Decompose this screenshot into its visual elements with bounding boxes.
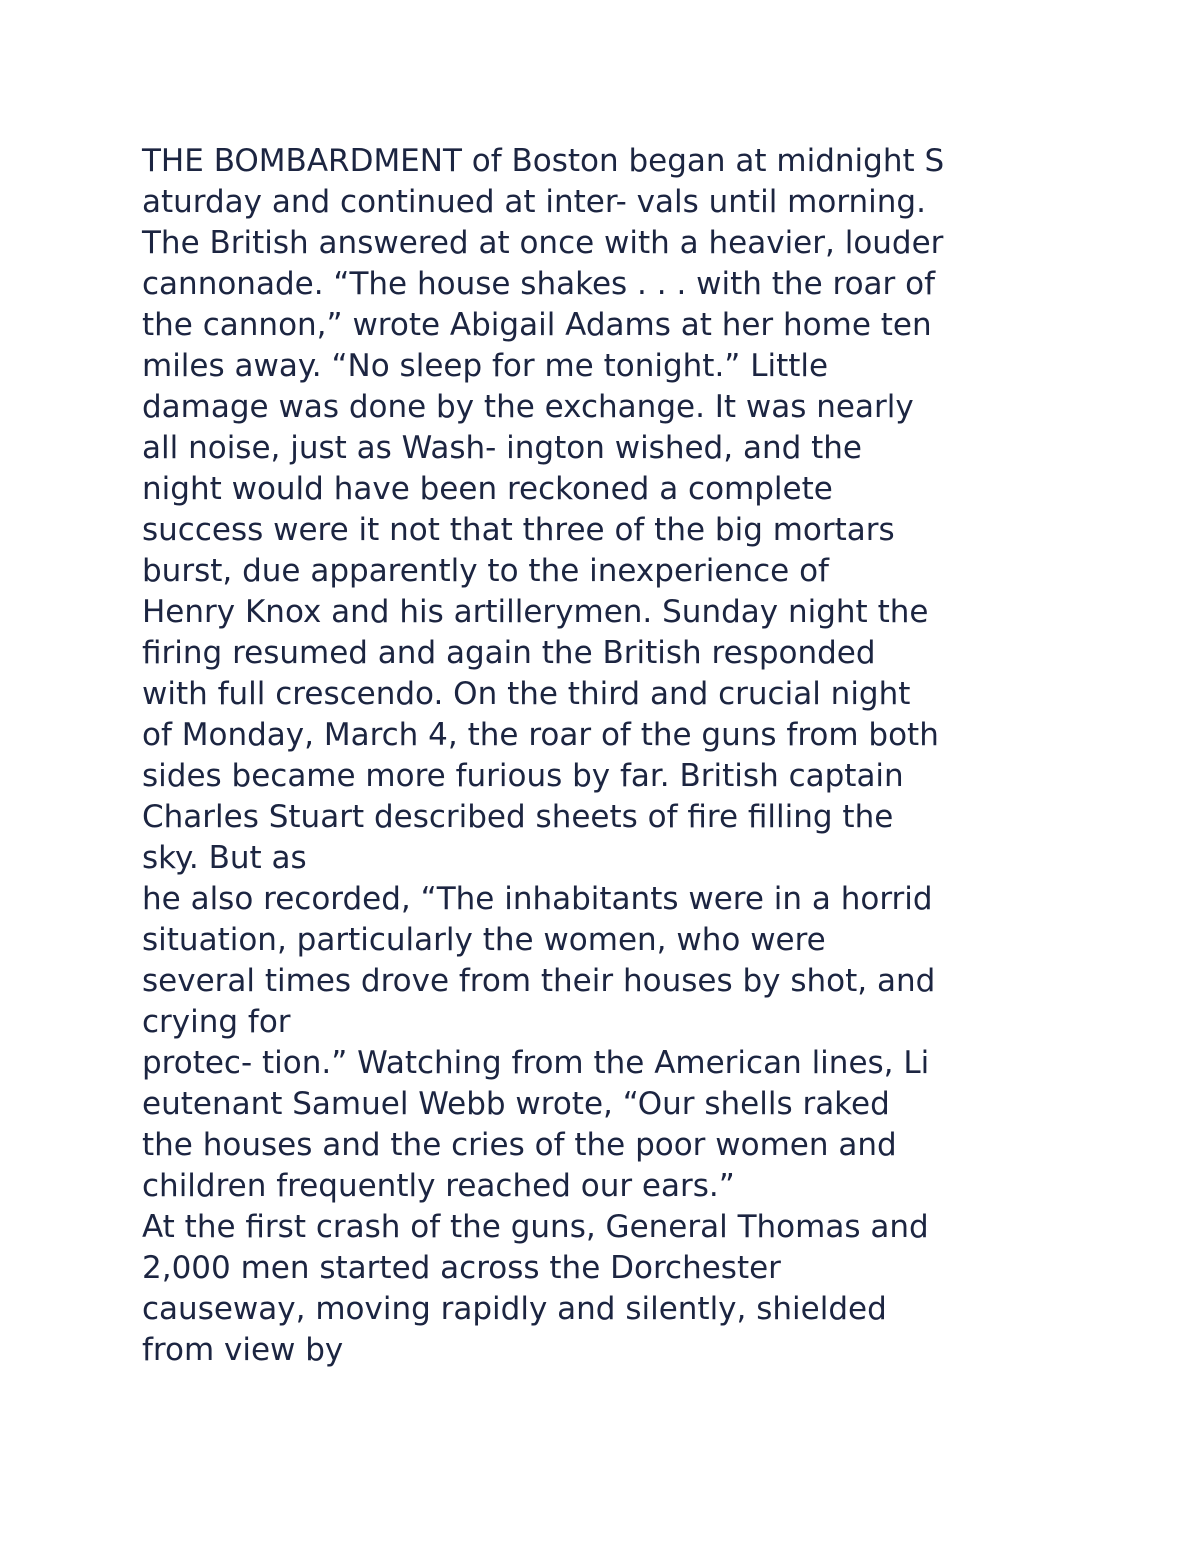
text-line: success were it not that three of the big mortars (142, 512, 895, 548)
text-line: he also recorded, “The inhabitants were in a horrid (142, 881, 933, 917)
text-line: protec- tion.” Watching from the American lines, Li (142, 1045, 930, 1081)
text-line: causeway, moving rapidly and silently, shielded (142, 1291, 887, 1327)
text-line: 2,000 men started across the Dorchester (142, 1250, 781, 1286)
text-line: eutenant Samuel Webb wrote, “Our shells raked (142, 1086, 890, 1122)
text-line: the houses and the cries of the poor women and (142, 1127, 897, 1163)
text-line: sky. But as (142, 840, 307, 876)
text-line: from view by (142, 1332, 344, 1368)
text-line: children frequently reached our ears.” (142, 1168, 735, 1204)
text-line: situation, particularly the women, who were (142, 922, 826, 958)
text-line: THE BOMBARDMENT of Boston began at midnight S (142, 143, 945, 179)
text-line: with full crescendo. On the third and crucial night (142, 676, 911, 712)
text-line: of Monday, March 4, the roar of the guns from both (142, 717, 939, 753)
text-line: Charles Stuart described sheets of fire filling the (142, 799, 894, 835)
text-line: crying for (142, 1004, 291, 1040)
text-line: The British answered at once with a heavier, louder (142, 225, 944, 261)
text-line: sides became more furious by far. British captain (142, 758, 904, 794)
text-line: all noise, just as Wash- ington wished, and the (142, 430, 862, 466)
text-line: aturday and continued at inter- vals until morning. (142, 184, 926, 220)
text-line: the cannon,” wrote Abigail Adams at her home ten (142, 307, 932, 343)
text-line: cannonade. “The house shakes . . . with the roar of (142, 266, 936, 302)
text-line: miles away. “No sleep for me tonight.” Little (142, 348, 829, 384)
text-line: burst, due apparently to the inexperience of (142, 553, 829, 589)
body-text (142, 141, 1082, 1371)
text-line: At the first crash of the guns, General Thomas and (142, 1209, 929, 1245)
text-line: Henry Knox and his artillerymen. Sunday night the (142, 594, 929, 630)
text-line: damage was done by the exchange. It was nearly (142, 389, 914, 425)
text-line: night would have been reckoned a complete (142, 471, 833, 507)
text-line: firing resumed and again the British responded (142, 635, 876, 671)
text-line: several times drove from their houses by shot, and (142, 963, 936, 999)
